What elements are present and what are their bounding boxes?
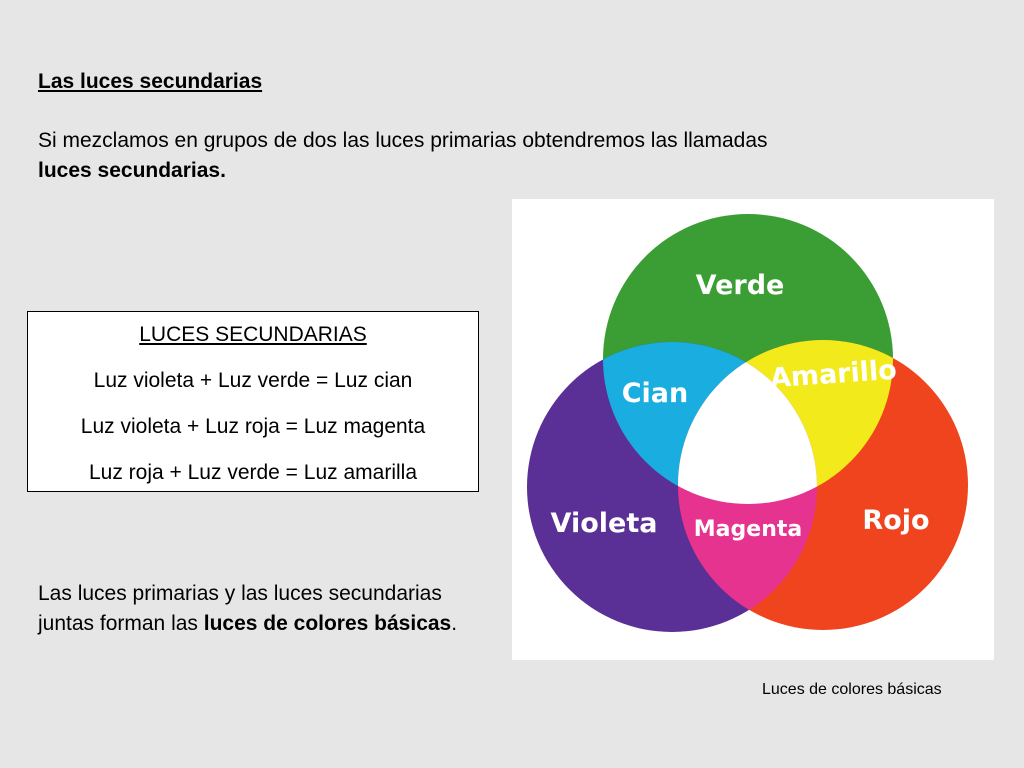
closing-bold-text: luces de colores básicas xyxy=(203,612,452,635)
closing-paragraph xyxy=(38,579,478,639)
mix-line-cian: Luz violeta + Luz verde = Luz cian xyxy=(93,369,413,392)
closing-text: Las luces primarias y las luces secundarias juntas forman las xyxy=(38,582,442,635)
color-light-diagram xyxy=(512,199,994,660)
figure-caption: Luces de colores básicas xyxy=(762,681,942,698)
closing-period: . xyxy=(451,612,458,635)
label-magenta: Magenta xyxy=(693,517,803,542)
box-title: LUCES SECUNDARIAS xyxy=(139,323,367,346)
label-violeta: Violeta xyxy=(550,508,658,539)
intro-text: Si mezclamos en grupos de dos las luces primarias obtendremos las llamadas xyxy=(38,129,768,152)
label-cian: Cian xyxy=(621,378,689,409)
label-rojo: Rojo xyxy=(862,505,930,536)
venn-diagram xyxy=(512,199,994,660)
mix-line-amarilla: Luz roja + Luz verde = Luz amarilla xyxy=(88,461,417,484)
intro-bold-text: luces secundarias. xyxy=(38,159,226,182)
label-verde: Verde xyxy=(695,270,785,301)
slide-heading: Las luces secundarias xyxy=(38,70,263,93)
secondary-lights-box xyxy=(27,311,479,492)
mix-line-magenta: Luz violeta + Luz roja = Luz magenta xyxy=(80,415,426,438)
intro-paragraph xyxy=(38,126,958,186)
label-amarillo: Amarillo xyxy=(769,354,898,395)
